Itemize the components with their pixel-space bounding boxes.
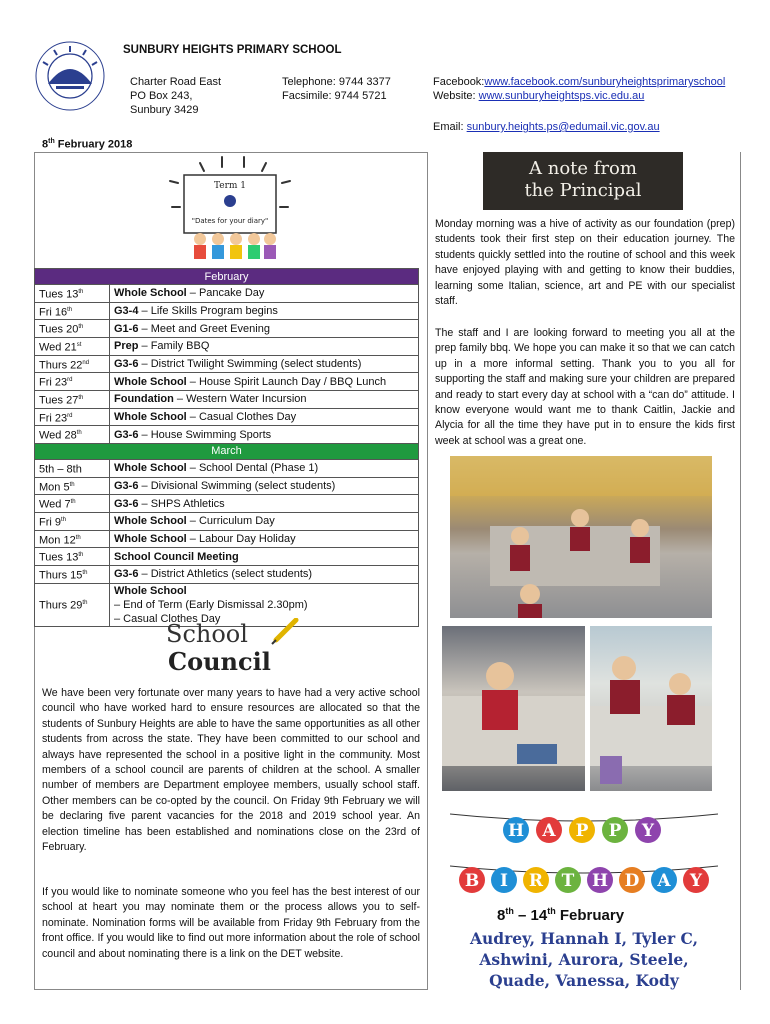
calendar-row (35, 337, 419, 355)
calendar-row (35, 530, 419, 548)
contact-web (433, 75, 725, 103)
principal-paragraph-1: Monday morning was a hive of activity as our foundation (prep) students took their first step on their education journey. The students quickly settled into the routine of school and this week have enjoyed playing with and getting to know their buddies, learning some Italian, science, art and PE with our specialist staff. (435, 218, 735, 308)
council-paragraph-1: We have been very fortunate over many years to have had a very active school council who have worked hard to ensure resources are allocated so that the students of Sunbury Heights are able to have the same opportunities as all other students from across the state. They have been committed to our school and always have represented the school in a positive light in the community. Most members of a school council are parents of children at the school. A smaller number of members are Department employee members, usually school staff. Other members can be co-opted by the council. On Friday 9th February we will be declaring five parent vacancies for the 2018 and 2019 school year. An election timeline has been established and nominations close on the 23rd of February. (42, 687, 420, 854)
month-label: February (35, 269, 419, 285)
website-label: Website: (433, 90, 476, 102)
birthday-letter: A (657, 871, 671, 891)
event-description: G3-6 – Divisional Swimming (select students) (110, 477, 419, 495)
event-date: Tues 13th (35, 285, 110, 303)
birthday-letter: H (591, 871, 609, 891)
birthday-letter: T (561, 871, 575, 891)
banner-line-2: the Principal (524, 180, 642, 201)
principal-paragraph-2: The staff and I are looking forward to meeting you all at the prep family bbq. We hope you can make it so that we can catch up in a more informal setting. Thank you to you all for supporting the staff and making sure your children are prepared and ready to start every day at school with a “can do” attitude. I know everyone would want me to thank Caitlin, Jackie and Alycia for all the time they have put in to ensure the kids first week at school was a great one. (435, 327, 735, 447)
calendar-row (35, 285, 419, 303)
month-label: March (35, 443, 419, 459)
event-description: G3-4 – Life Skills Program begins (110, 302, 419, 320)
happy-letter: A (542, 821, 556, 841)
event-date: Wed 7th (35, 495, 110, 513)
birthday-date-range: 8th – 14th February (497, 906, 625, 924)
term-dates-clipart (150, 155, 310, 265)
calendar-row (35, 320, 419, 338)
calendar-row (35, 390, 419, 408)
event-date: Tues 20th (35, 320, 110, 338)
calendar-row (35, 408, 419, 426)
frame-middle (427, 152, 428, 990)
address-line-2: PO Box 243, (130, 90, 193, 102)
event-description: G3-6 – District Athletics (select students) (110, 565, 419, 583)
event-description: G3-6 – District Twilight Swimming (select students) (110, 355, 419, 373)
birthday-names-line-2: Ashwini, Aurora, Steele, (479, 950, 689, 969)
banner-line-1: A note from (529, 158, 637, 179)
calendar-row (35, 426, 419, 444)
event-date: Mon 5th (35, 477, 110, 495)
calendar-row (35, 495, 419, 513)
address-line-3: Sunbury 3429 (130, 104, 199, 116)
frame-top-left (34, 152, 428, 153)
term-label: Term 1 (213, 181, 247, 191)
calendar-row (35, 302, 419, 320)
school-council-title-art (158, 618, 308, 674)
event-date: Fri 16th (35, 302, 110, 320)
council-paragraph-2: If you would like to nominate someone who you feel has the best interest of our school at heart you may nominate them or the process allows you to self-nominate. Nomination forms will be available from Friday 9th February from the front office. If you would like to find out more information about the role of school council and about nominating there is a link on the DET website. (42, 886, 420, 960)
classroom-photo-2 (442, 626, 585, 791)
email-link[interactable]: sunbury.heights.ps@edumail.vic.gov.au (466, 121, 660, 133)
facsimile: Facsimile: 9744 5721 (282, 90, 387, 102)
newsletter-date: 8th February 2018 (42, 138, 133, 151)
birthday-letter: B (464, 871, 480, 891)
event-date: Tues 13th (35, 548, 110, 566)
happy-letter: P (575, 821, 589, 841)
event-date: Fri 23rd (35, 373, 110, 391)
school-name: SUNBURY HEIGHTS PRIMARY SCHOOL (123, 44, 342, 56)
birthday-letter: R (528, 871, 544, 891)
calendar-row (35, 355, 419, 373)
event-date: 5th – 8th (35, 459, 110, 477)
event-description: Whole School – End of Term (Early Dismissal 2.30pm) – Casual Clothes Day (110, 583, 419, 626)
classroom-photo-3 (590, 626, 712, 791)
event-date: Tues 27th (35, 390, 110, 408)
birthday-letter: D (624, 871, 640, 891)
event-date: Mon 12th (35, 530, 110, 548)
event-description: Whole School – Casual Clothes Day (110, 408, 419, 426)
address-line-1: Charter Road East (130, 76, 222, 88)
email-label: Email: (433, 121, 464, 133)
event-description: G3-6 – House Swimming Sports (110, 426, 419, 444)
birthday-names (448, 928, 720, 991)
event-date: Wed 21st (35, 337, 110, 355)
calendar-row (35, 565, 419, 583)
school-logo (34, 40, 106, 112)
event-date: Thurs 29th (35, 583, 110, 626)
happy-birthday-bunting (450, 808, 718, 900)
calendar-row (35, 477, 419, 495)
event-date: Wed 28th (35, 426, 110, 444)
calendar-row (35, 548, 419, 566)
calendar-row (35, 459, 419, 477)
event-description: Whole School – House Spirit Launch Day / BBQ Lunch (110, 373, 419, 391)
telephone: Telephone: 9744 3377 (282, 76, 391, 88)
facebook-link[interactable]: www.facebook.com/sunburyheightsprimaryschool (484, 76, 726, 88)
event-description: Foundation – Western Water Incursion (110, 390, 419, 408)
feb-month-band (35, 269, 419, 285)
classroom-photo-1 (450, 456, 712, 618)
website-link[interactable]: www.sunburyheightsps.vic.edu.au (478, 90, 645, 102)
event-description: Whole School – Curriculum Day (110, 512, 419, 530)
happy-letter: H (507, 821, 525, 841)
frame-right (740, 152, 741, 990)
birthday-names-line-3: Quade, Vanessa, Kody (489, 971, 679, 990)
facebook-label: Facebook: (433, 76, 485, 88)
term-caption: "Dates for your diary" (191, 217, 269, 225)
event-date: Fri 9th (35, 512, 110, 530)
mar-month-band (35, 443, 419, 459)
frame-bottom-left (34, 989, 428, 990)
event-description: Whole School – Labour Day Holiday (110, 530, 419, 548)
happy-letter: Y (641, 821, 655, 841)
happy-letter: P (608, 821, 622, 841)
calendar-row (35, 512, 419, 530)
event-description: Prep – Family BBQ (110, 337, 419, 355)
council-title-bottom: Council (168, 647, 271, 674)
event-date: Fri 23rd (35, 408, 110, 426)
event-description: Whole School – Pancake Day (110, 285, 419, 303)
birthday-letter: Y (689, 871, 703, 891)
birthday-letter: I (500, 871, 508, 891)
council-title-top: School (166, 620, 248, 648)
event-description: Whole School – School Dental (Phase 1) (110, 459, 419, 477)
event-description: School Council Meeting (110, 548, 419, 566)
contact-phones (282, 75, 391, 103)
dates-table (34, 268, 419, 627)
event-date: Thurs 15th (35, 565, 110, 583)
school-address (130, 75, 221, 117)
calendar-row (35, 373, 419, 391)
event-date: Thurs 22nd (35, 355, 110, 373)
event-description: G1-6 – Meet and Greet Evening (110, 320, 419, 338)
principal-note-banner (483, 152, 683, 210)
event-description: G3-6 – SHPS Athletics (110, 495, 419, 513)
birthday-names-line-1: Audrey, Hannah I, Tyler C, (469, 929, 699, 948)
